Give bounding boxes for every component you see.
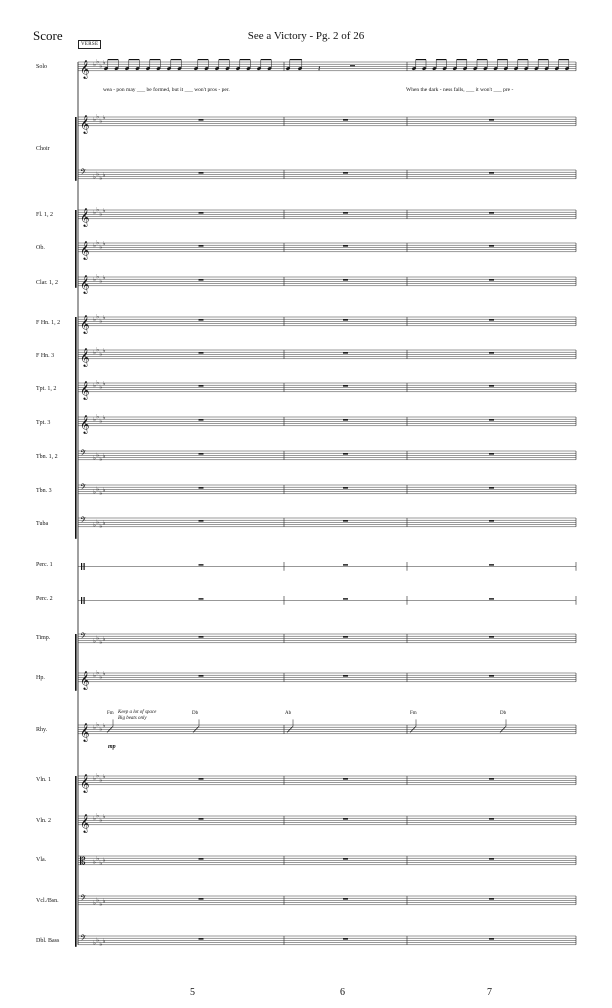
whole-rest-icon [343,419,348,420]
performance-note [118,710,156,721]
staff-trumpet-3 [78,414,576,426]
label-timpani: Timp. [36,635,51,641]
flat-icon: ♭ [96,669,100,677]
label-oboe: Ob. [36,245,45,251]
flat-icon: ♭ [93,61,96,69]
flat-icon: ♭ [102,897,106,905]
whole-rest-icon [343,212,348,213]
label-trombone-3: Tbn. 3 [36,488,52,494]
percussion-clef-icon [84,563,85,570]
treble-clef-icon: 𝄞 [80,380,90,400]
whole-rest-icon [199,636,204,637]
label-solo: Solo [36,64,48,70]
label-double-bass: Dbl. Bass [36,938,60,944]
staff-trombone-3 [78,485,576,497]
whole-rest-icon [343,938,348,939]
whole-rest-icon [489,898,494,899]
whole-rest-icon [343,898,348,899]
whole-rest-icon [489,858,494,859]
flat-icon: ♭ [102,773,106,781]
bracket-strings [75,776,77,947]
half-rest-icon [350,65,355,66]
flat-icon: ♭ [102,347,106,355]
treble-clef-icon: 𝄞 [80,773,90,793]
flat-icon: ♭ [102,452,106,460]
label-viola: Vla. [36,857,47,863]
whole-rest-icon [199,675,204,676]
label-trumpet-1-2: Tpt. 1, 2 [36,386,57,392]
flat-icon: ♭ [102,856,106,864]
whole-rest-icon [343,675,348,676]
staff-double-bass [78,936,576,948]
flat-icon: ♭ [102,240,106,248]
bass-clef-icon: 𝄢 [80,449,87,461]
label-choir: Choir [36,146,50,152]
label-horn-3: F Hn. 3 [36,353,55,359]
staff-rhythm [78,722,576,734]
flat-icon: ♭ [99,490,103,498]
whole-rest-icon [343,319,348,320]
flat-icon: ♭ [99,816,103,824]
dynamic-marking: mp [108,744,116,750]
flat-icon: ♭ [93,815,96,823]
whole-rest-icon [199,212,204,213]
whole-rest-icon [199,858,204,859]
flat-icon: ♭ [96,413,100,421]
flat-icon: ♭ [96,772,100,780]
whole-rest-icon [199,385,204,386]
flat-icon: ♭ [102,635,106,643]
staff-flute [78,207,576,219]
rehearsal-mark-verse: VERSE [78,40,101,49]
whole-rest-icon [489,119,494,120]
flat-icon: ♭ [102,813,106,821]
solo-lyrics-line2: When the dark - ness falls, ___ it won't ___ pre - [406,87,514,93]
whole-rest-icon [343,453,348,454]
staff-cello-bassoon [78,896,576,908]
staff-trombone-1-2 [78,451,576,463]
flat-icon: ♭ [99,941,103,949]
flat-icon: ♭ [93,940,96,948]
flat-icon: ♭ [99,456,103,464]
flat-icon: ♭ [93,638,96,646]
flat-icon: ♭ [93,522,96,530]
flat-icon: ♭ [96,812,100,820]
flat-icon: ♭ [99,175,103,183]
quarter-rest-icon: 𝄽 [318,64,321,73]
whole-rest-icon [199,172,204,173]
flat-icon: ♭ [96,239,100,247]
flat-icon: ♭ [96,518,100,526]
flat-icon: ♭ [102,171,106,179]
flat-icon: ♭ [96,273,100,281]
bass-clef-icon: 𝄢 [80,934,87,946]
measure-number-5: 5 [190,987,195,998]
flat-icon: ♭ [93,242,96,250]
staff-choir-treble [78,114,576,126]
whole-rest-icon [489,564,494,565]
whole-rest-icon [489,352,494,353]
flat-icon: ♭ [99,417,103,425]
whole-rest-icon [199,279,204,280]
flat-icon: ♭ [96,313,100,321]
whole-rest-icon [343,858,348,859]
whole-rest-icon [489,818,494,819]
whole-rest-icon [489,172,494,173]
flat-icon: ♭ [96,379,100,387]
bass-clef-icon: 𝄢 [80,168,87,180]
staff-horn-3 [78,347,576,359]
whole-rest-icon [343,636,348,637]
measure-number-7: 7 [487,987,492,998]
whole-rest-icon [199,245,204,246]
staff-solo [78,59,576,71]
flat-icon: ♭ [93,174,96,182]
flat-icon: ♭ [96,451,100,459]
label-harp: Hp. [36,675,45,681]
whole-rest-icon [489,212,494,213]
bracket-2 [75,317,77,539]
flat-icon: ♭ [93,672,96,680]
whole-rest-icon [199,818,204,819]
whole-rest-icon [489,279,494,280]
flat-icon: ♭ [99,317,103,325]
whole-rest-icon [489,245,494,246]
whole-rest-icon [489,598,494,599]
treble-clef-icon: 𝄞 [80,347,90,367]
flat-icon: ♭ [102,114,106,122]
treble-clef-icon: 𝄞 [80,813,90,833]
flat-icon: ♭ [102,722,106,730]
flat-icon: ♭ [99,62,103,70]
flat-icon: ♭ [102,670,106,678]
staff-timpani [78,634,576,646]
label-violin-1: Vln. 1 [36,777,51,783]
treble-clef-icon: 𝄞 [80,314,90,334]
chord-symbol-2: Db [192,711,199,716]
staff-violin-2 [78,813,576,825]
flat-icon: ♭ [93,316,96,324]
whole-rest-icon [489,675,494,676]
treble-clef-icon: 𝄞 [80,274,90,294]
whole-rest-icon [343,279,348,280]
flat-icon: ♭ [99,523,103,531]
flat-icon: ♭ [93,382,96,390]
flat-icon: ♭ [93,416,96,424]
whole-rest-icon [199,564,204,565]
flat-icon: ♭ [102,59,106,67]
treble-clef-icon: 𝄞 [80,59,90,79]
performance-note-line-1: Keep a lot of space [118,710,157,715]
staff-violin-1 [78,773,576,785]
label-percussion-1: Perc. 1 [36,562,53,568]
flat-icon: ♭ [93,900,96,908]
whole-rest-icon [489,319,494,320]
whole-rest-icon [343,778,348,779]
chord-symbol-1: Fm [107,711,114,716]
flat-icon: ♭ [102,519,106,527]
flat-icon: ♭ [93,349,96,357]
whole-rest-icon [199,898,204,899]
flat-icon: ♭ [102,207,106,215]
flat-icon: ♭ [96,58,100,66]
treble-clef-icon: 𝄞 [80,240,90,260]
label-rhythm: Rhy. [36,727,48,733]
whole-rest-icon [489,385,494,386]
bracket-1 [75,210,77,288]
flat-icon: ♭ [96,896,100,904]
staff-horn-1-2 [78,314,576,326]
whole-rest-icon [489,938,494,939]
whole-rest-icon [199,520,204,521]
whole-rest-icon [343,598,348,599]
flat-icon: ♭ [93,775,96,783]
page-title: See a Victory - Pg. 2 of 26 [247,30,365,42]
chord-symbol-5: Db [500,711,507,716]
percussion-clef-icon [81,563,82,570]
chord-symbol-3: Ab [285,711,292,716]
whole-rest-icon [199,319,204,320]
treble-clef-icon: 𝄞 [80,414,90,434]
flat-icon: ♭ [99,210,103,218]
whole-rest-icon [489,520,494,521]
percussion-clef-icon [84,597,85,604]
label-cello-bassoon: Vcl./Bsn. [36,898,59,904]
flat-icon: ♭ [99,776,103,784]
whole-rest-icon [343,119,348,120]
bass-clef-icon: 𝄢 [80,516,87,528]
label-clarinet: Clar. 1, 2 [36,280,58,286]
label-tuba: Tuba [36,521,49,527]
flat-icon: ♭ [93,116,96,124]
label-trombone-1-2: Tbn. 1, 2 [36,454,58,460]
whole-rest-icon [343,520,348,521]
bass-clef-icon: 𝄢 [80,632,87,644]
flat-icon: ♭ [99,117,103,125]
whole-rest-icon [199,487,204,488]
flat-icon: ♭ [93,209,96,217]
flat-icon: ♭ [102,937,106,945]
staff-tuba [78,518,576,530]
whole-rest-icon [343,352,348,353]
score-label: Score [33,28,63,43]
flat-icon: ♭ [96,721,100,729]
flat-icon: ♭ [96,485,100,493]
whole-rest-icon [489,453,494,454]
flat-icon: ♭ [93,276,96,284]
flat-icon: ♭ [93,724,96,732]
whole-rest-icon [489,636,494,637]
staff-trumpet-1-2 [78,380,576,392]
chord-symbol-4: Fm [410,711,417,716]
performance-note-line-2: Big beats only [118,715,147,721]
treble-clef-icon: 𝄞 [80,114,90,134]
staff-choir-bass [78,170,576,182]
bracket-0 [75,117,77,181]
whole-rest-icon [489,419,494,420]
label-flute: Fl. 1, 2 [36,212,54,218]
whole-rest-icon [343,487,348,488]
label-horn-1-2: F Hn. 1, 2 [36,320,61,326]
staff-viola [78,856,576,868]
solo-lyrics-line1: wea - pon may ___ be formed, but it ___ won't pros - per. [103,87,230,93]
flat-icon: ♭ [99,901,103,909]
whole-rest-icon [199,419,204,420]
flat-icon: ♭ [102,414,106,422]
flat-icon: ♭ [96,634,100,642]
staff-clarinet [78,274,576,286]
flat-icon: ♭ [96,206,100,214]
whole-rest-icon [199,938,204,939]
flat-icon: ♭ [99,243,103,251]
flat-icon: ♭ [102,274,106,282]
flat-icon: ♭ [102,380,106,388]
flat-icon: ♭ [96,936,100,944]
treble-clef-icon: 𝄞 [80,670,90,690]
bass-clef-icon: 𝄢 [80,483,87,495]
measure-number-6: 6 [340,987,345,998]
flat-icon: ♭ [99,350,103,358]
flat-icon: ♭ [99,673,103,681]
whole-rest-icon [199,598,204,599]
whole-rest-icon [343,245,348,246]
bracket-3 [75,634,77,691]
whole-rest-icon [199,778,204,779]
flat-icon: ♭ [93,489,96,497]
label-trumpet-3: Tpt. 3 [36,420,51,426]
whole-rest-icon [489,778,494,779]
flat-icon: ♭ [102,314,106,322]
flat-icon: ♭ [96,346,100,354]
flat-icon: ♭ [99,639,103,647]
flat-icon: ♭ [96,855,100,863]
flat-icon: ♭ [99,725,103,733]
treble-clef-icon: 𝄞 [80,722,90,742]
flat-icon: ♭ [93,859,96,866]
flat-icon: ♭ [96,170,100,178]
whole-rest-icon [343,564,348,565]
flat-icon: ♭ [93,455,96,463]
whole-rest-icon [199,119,204,120]
percussion-clef-icon [81,597,82,604]
whole-rest-icon [489,487,494,488]
staff-oboe [78,240,576,252]
flat-icon: ♭ [99,383,103,391]
whole-rest-icon [343,172,348,173]
flat-icon: ♭ [99,277,103,285]
alto-clef-icon: 𝄡 [80,856,86,868]
treble-clef-icon: 𝄞 [80,207,90,227]
whole-rest-icon [343,818,348,819]
whole-rest-icon [199,453,204,454]
flat-icon: ♭ [102,486,106,494]
label-violin-2: Vln. 2 [36,818,51,824]
whole-rest-icon [343,385,348,386]
whole-rest-icon [199,352,204,353]
label-percussion-2: Perc. 2 [36,596,53,602]
bass-clef-icon: 𝄢 [80,894,87,906]
staff-harp [78,670,576,682]
flat-icon: ♭ [96,113,100,121]
flat-icon: ♭ [99,860,103,868]
